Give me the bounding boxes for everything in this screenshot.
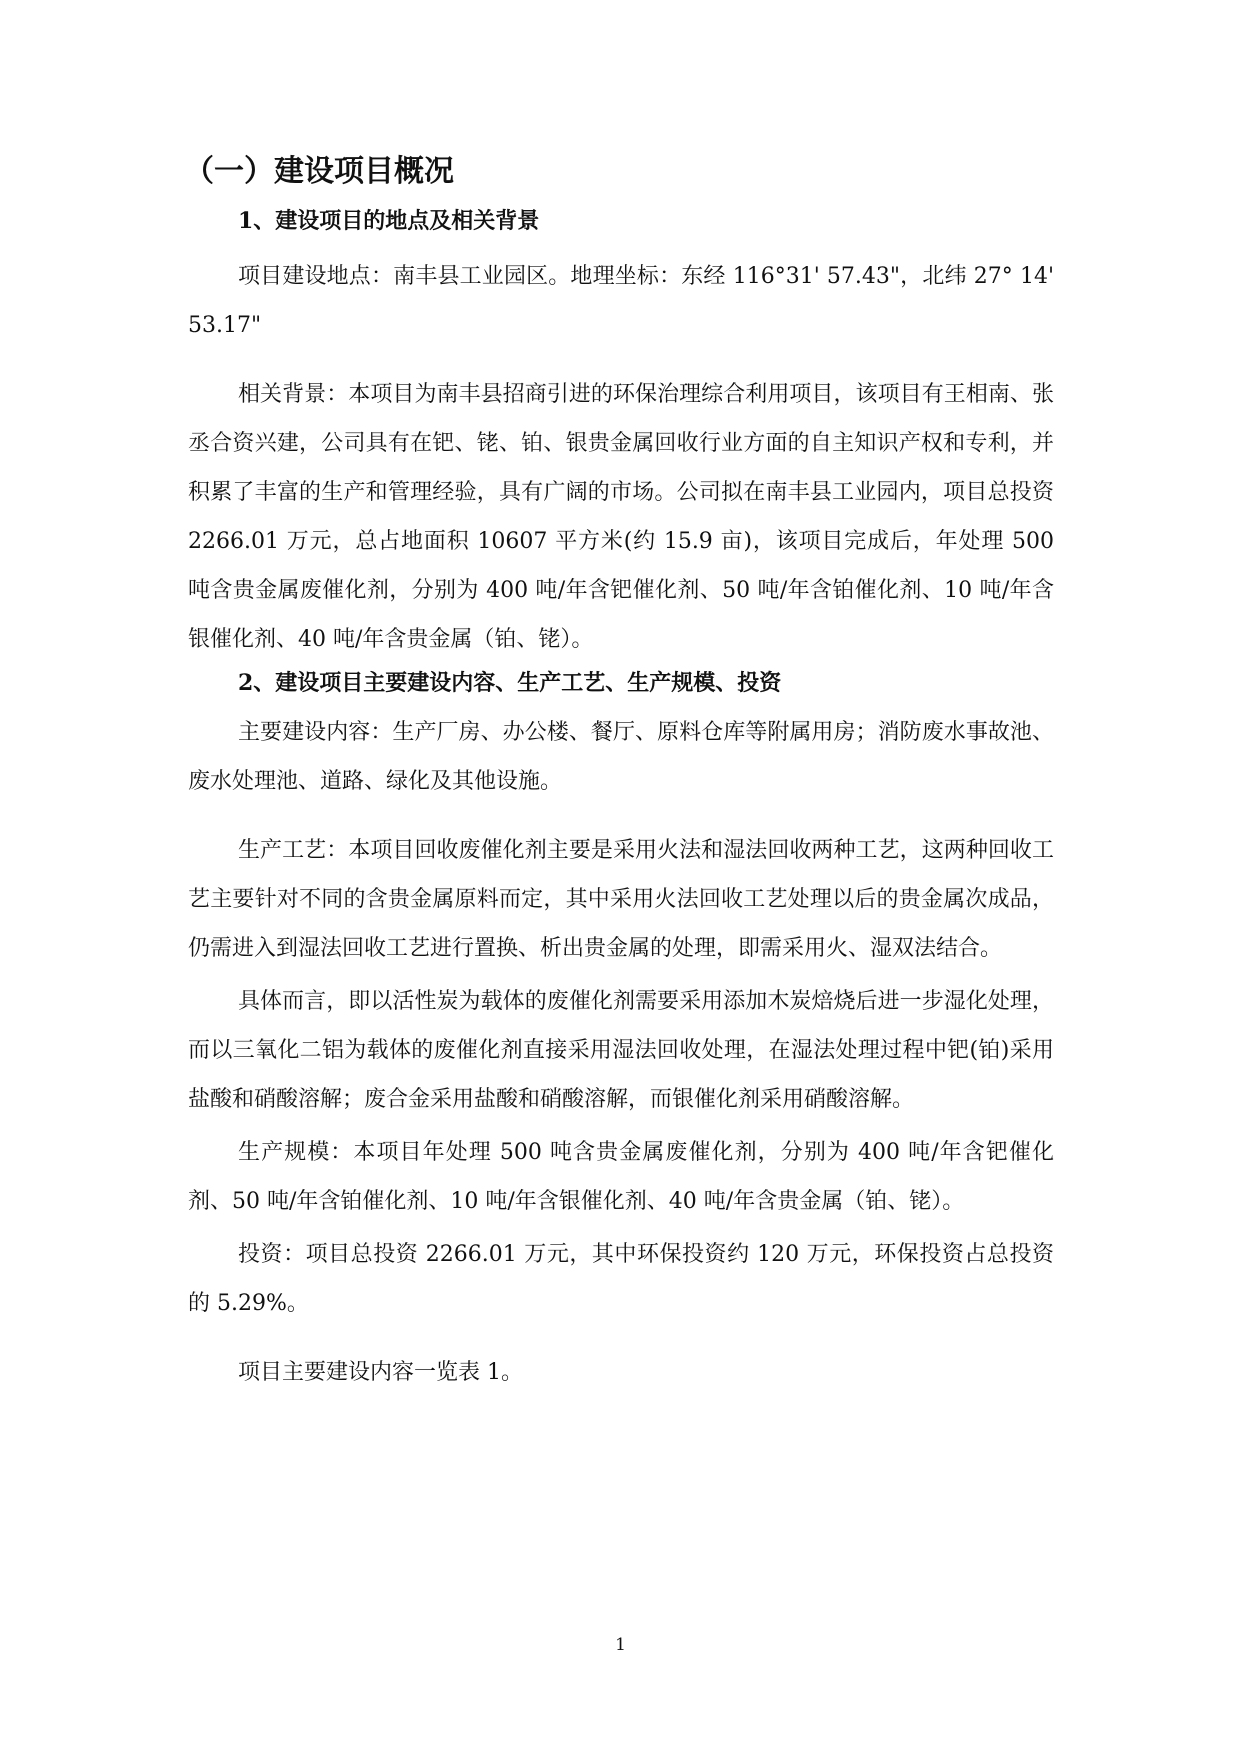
- paragraph-process: 生产工艺：本项目回收废催化剂主要是采用火法和湿法回收两种工艺，这两种回收工艺主要针对不同的含贵金属原料而定，其中采用火法回收工艺处理以后的贵金属次成品，仍需进入到湿法回收工艺进行置换、析出贵金属的处理，即需采用火、湿双法结合。: [188, 838, 1054, 961]
- document-body: [184, 150, 1054, 1397]
- paragraph-main-content: 主要建设内容：生产厂房、办公楼、餐厅、原料仓库等附属用房；消防废水事故池、废水处理池、道路、绿化及其他设施。: [188, 720, 1054, 794]
- subsection-title-content: 2、建设项目主要建设内容、生产工艺、生产规模、投资: [238, 670, 782, 696]
- subsection-title-location: 1、建设项目的地点及相关背景: [238, 208, 540, 234]
- paragraph-scale: 生产规模：本项目年处理 500 吨含贵金属废催化剂，分别为 400 吨/年含钯催化剂、50 吨/年含铂催化剂、10 吨/年含银催化剂、40 吨/年含贵金属（铂、铑）。: [188, 1140, 1054, 1214]
- paragraph-investment: 投资：项目总投资 2266.01 万元，其中环保投资约 120 万元，环保投资占总投资的 5.29%。: [188, 1242, 1054, 1316]
- paragraph-table-reference: 项目主要建设内容一览表 1。: [238, 1360, 523, 1385]
- section-title: （一）建设项目概况: [184, 154, 454, 189]
- page-number: 1: [615, 1635, 626, 1655]
- paragraph-background: 相关背景：本项目为南丰县招商引进的环保治理综合利用项目，该项目有王相南、张丞合资兴建，公司具有在钯、铑、铂、银贵金属回收行业方面的自主知识产权和专利，并积累了丰富的生产和管理经验，具有广阔的市场。公司拟在南丰县工业园内，项目总投资 2266.01 万元，总占地面积 10607 平方米(约 15.9 亩)，该项目完成后，年处理 500 吨含贵金属废催化剂，分别为 400 吨/年含钯催化剂、50 吨/年含铂催化剂、10 吨/年含银催化剂、40 吨/年含贵金属（铂、铑）。: [188, 382, 1054, 652]
- paragraph-process-detail: 具体而言，即以活性炭为载体的废催化剂需要采用添加木炭焙烧后进一步湿化处理，而以三氧化二铝为载体的废催化剂直接采用湿法回收处理，在湿法处理过程中钯(铂)采用盐酸和硝酸溶解；废合金采用盐酸和硝酸溶解，而银催化剂采用硝酸溶解。: [188, 989, 1054, 1112]
- paragraph-location: 项目建设地点：南丰县工业园区。地理坐标：东经 116°31' 57.43"，北纬 27° 14' 53.17": [188, 264, 1054, 338]
